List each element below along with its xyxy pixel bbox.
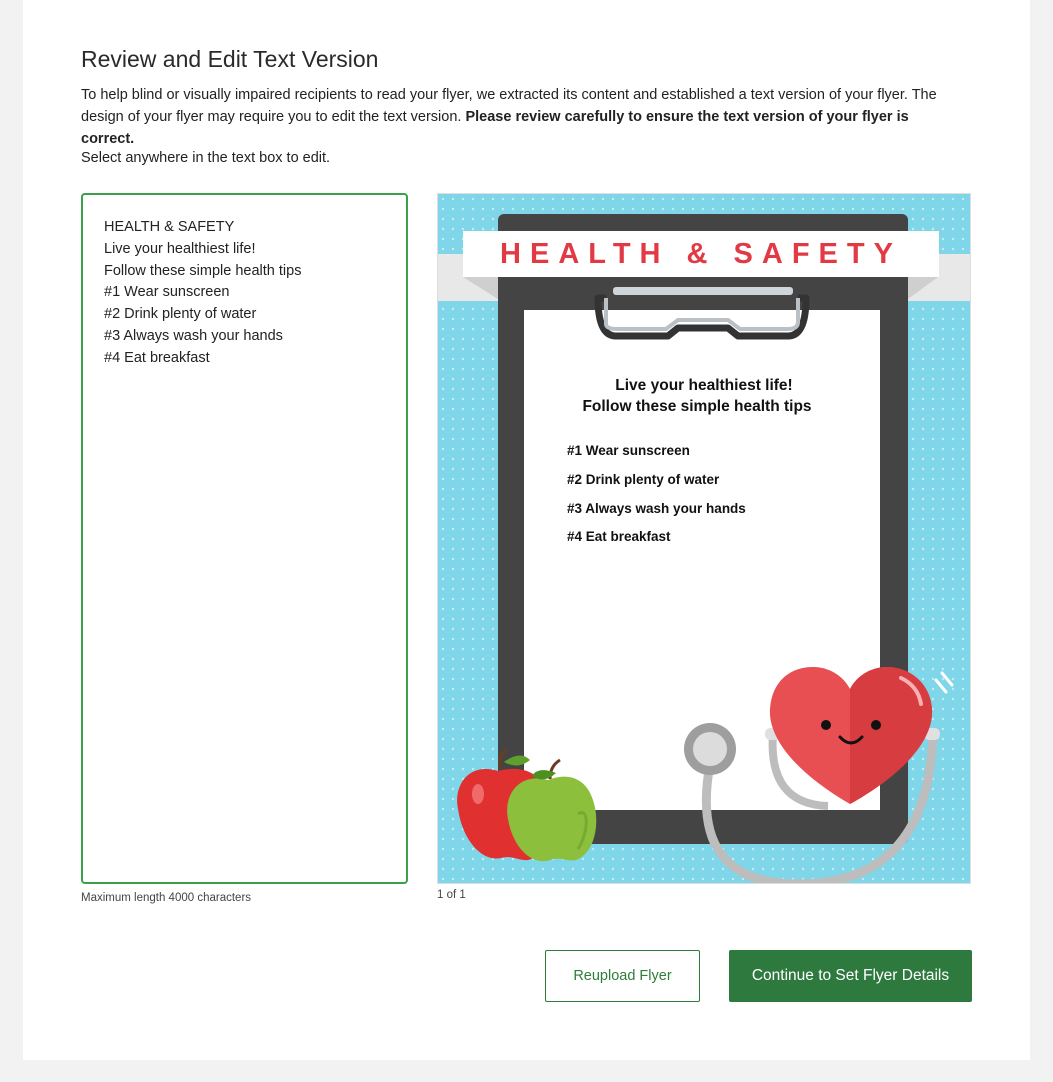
flyer-tip-1: #1 Wear sunscreen <box>567 443 690 458</box>
description-emphasis: Please review carefully to ensure the text version of your flyer is correct. <box>81 109 909 147</box>
flyer-preview <box>437 193 971 884</box>
flyer-tip-3: #3 Always wash your hands <box>567 501 746 516</box>
page-description <box>81 84 961 150</box>
text-version-editor[interactable]: HEALTH & SAFETY Live your healthiest life! Follow these simple health tips #1 Wear sunscreen #2 Drink plenty of water #3 Always wash your hands #4 Eat breakfast <box>81 193 408 884</box>
continue-button[interactable]: Continue to Set Flyer Details <box>729 950 972 1002</box>
max-length-note: Maximum length 4000 characters <box>81 892 252 904</box>
flyer-tip-2: #2 Drink plenty of water <box>567 472 720 487</box>
flyer-banner-title: HEALTH & SAFETY <box>500 238 902 270</box>
edit-hint: Select anywhere in the text box to edit. <box>81 150 331 166</box>
flyer-image <box>438 194 971 884</box>
page-title: Review and Edit Text Version <box>81 46 379 72</box>
reupload-flyer-button[interactable]: Reupload Flyer <box>545 950 700 1002</box>
preview-page-indicator: 1 of 1 <box>437 889 466 901</box>
flyer-headline-1: Live your healthiest life! <box>615 377 793 394</box>
description-text: To help blind or visually impaired recipients to read your flyer, we extracted its content and established a text version of your flyer. The design of your flyer may require you to edit the text version. <box>81 87 937 125</box>
flyer-headline-2: Follow these simple health tips <box>582 398 812 415</box>
main-card <box>23 0 1030 1060</box>
flyer-tip-4: #4 Eat breakfast <box>567 529 671 544</box>
